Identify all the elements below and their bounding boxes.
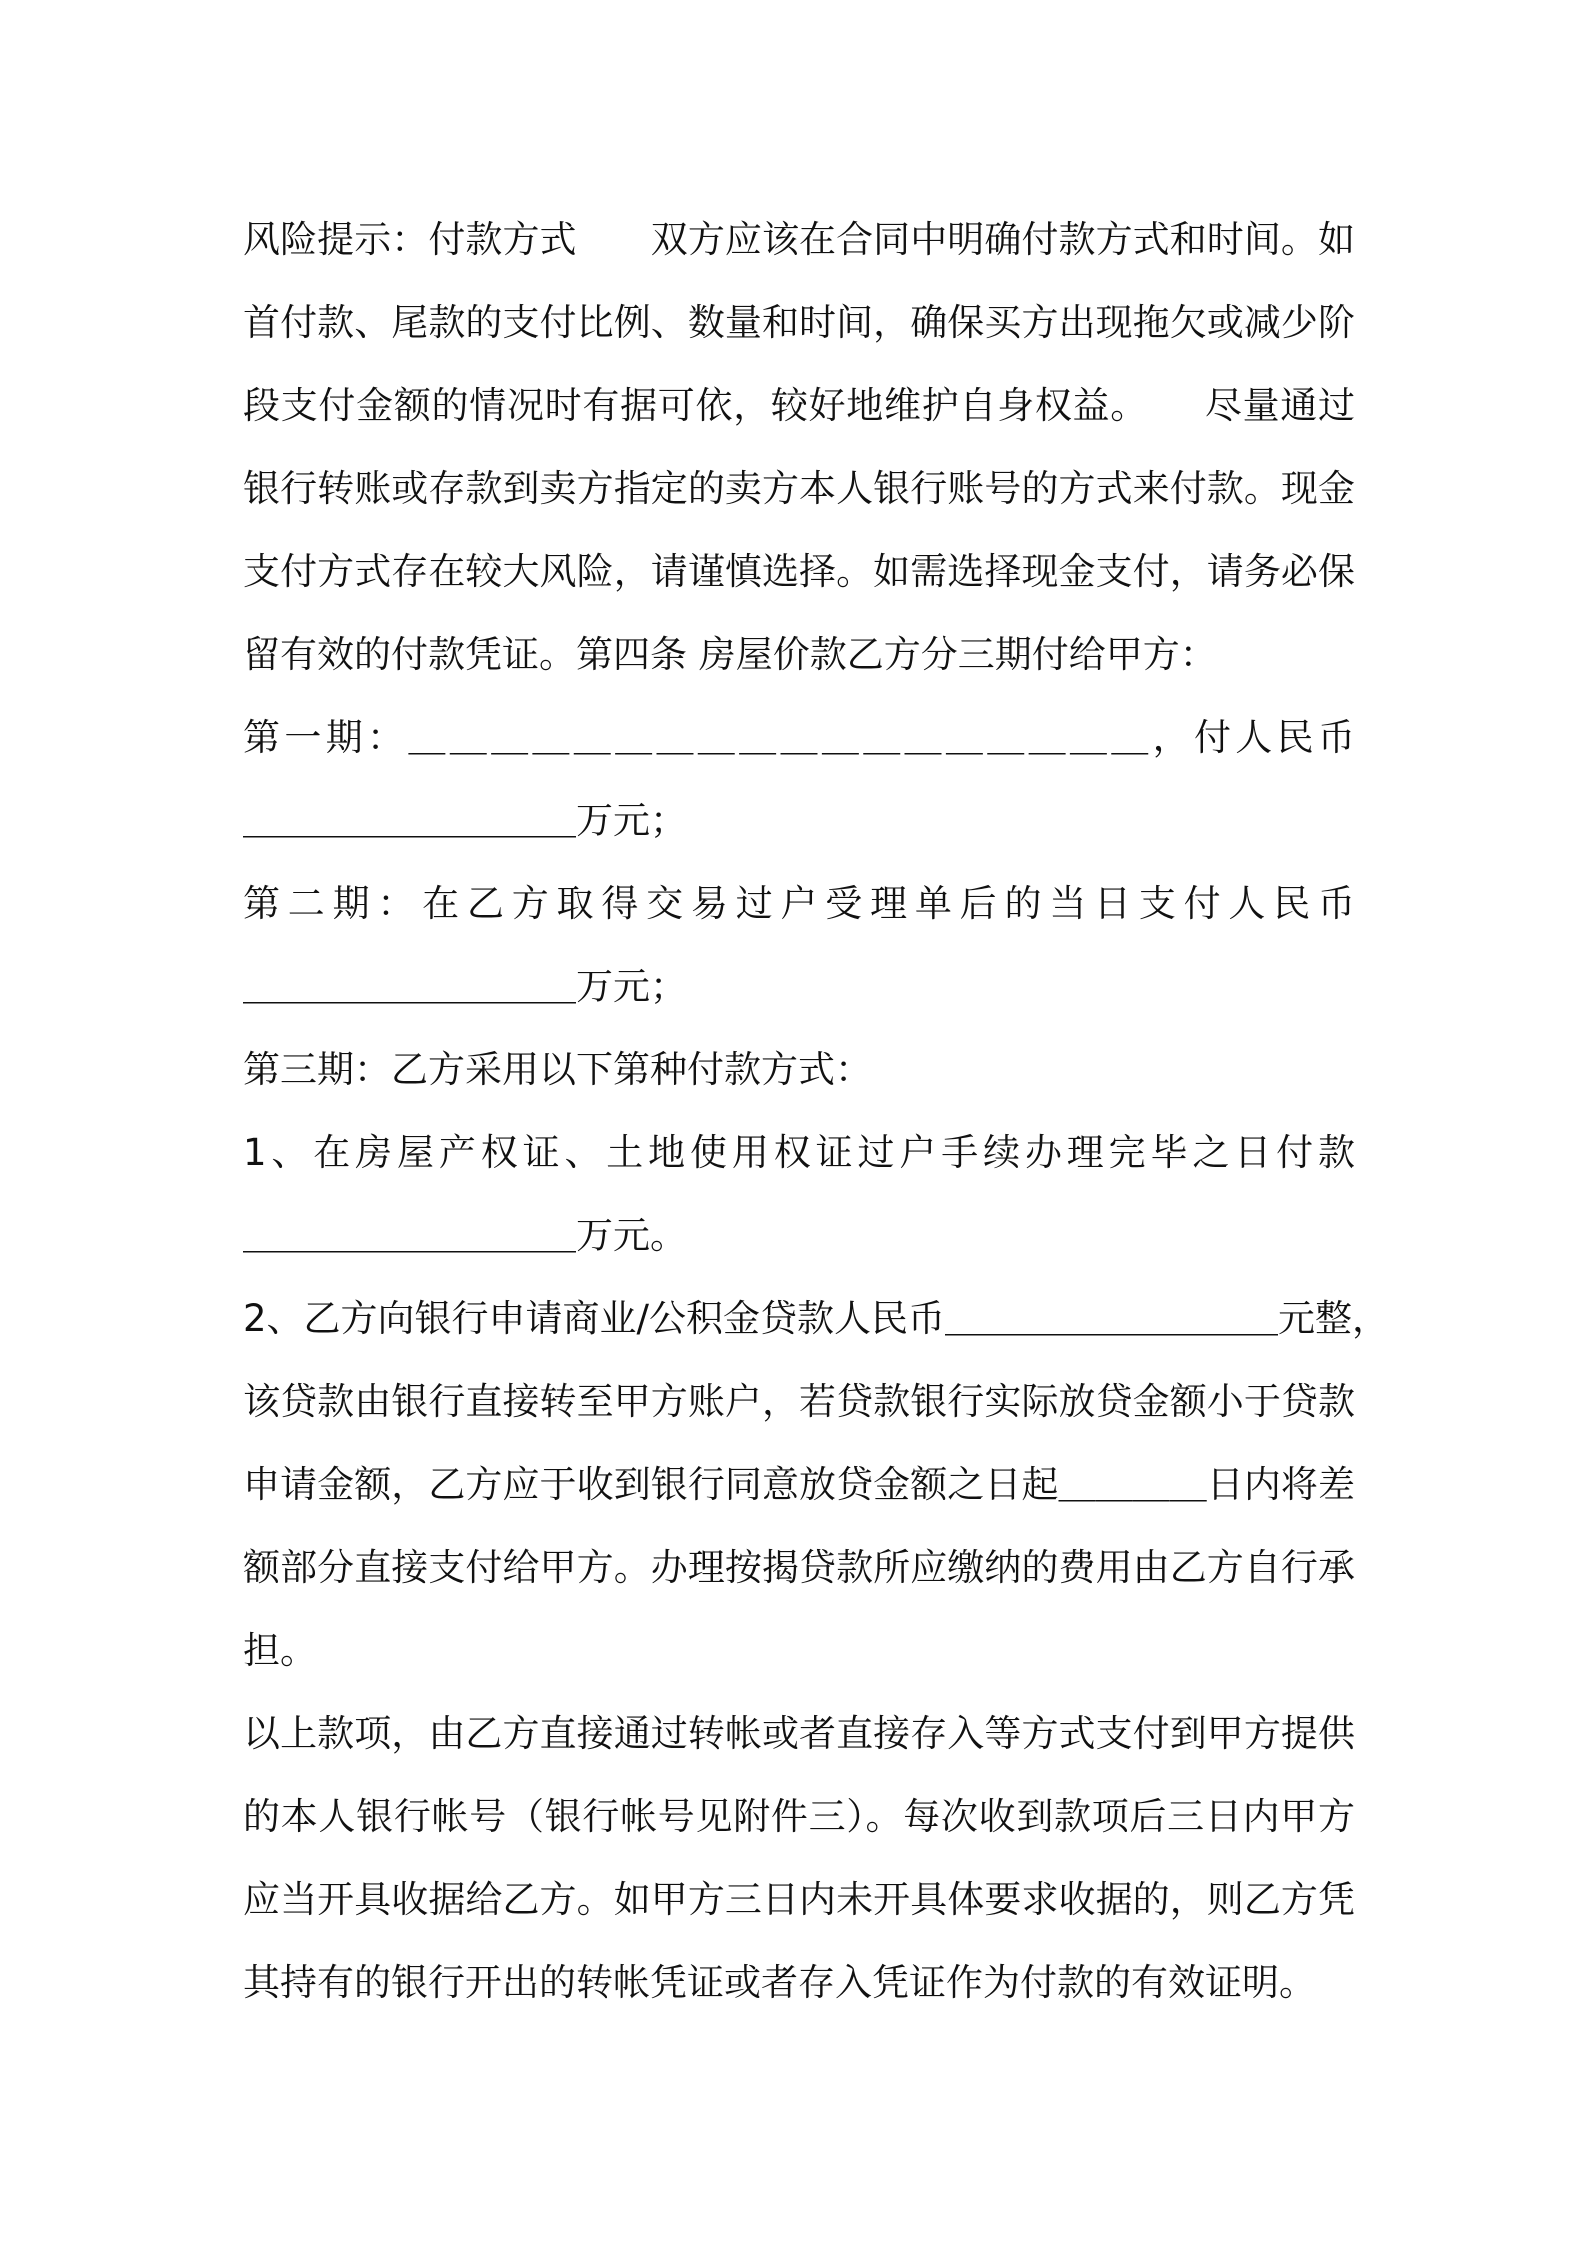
text-line: ＿＿＿＿＿＿＿＿＿万元； — [243, 799, 687, 842]
text-line: 风险提示：付款方式 双方应该在合同中明确付款方式和时间。如 — [243, 218, 1355, 261]
text-line: ＿＿＿＿＿＿＿＿＿万元； — [243, 965, 687, 1008]
text-line: 2、乙方向银行申请商业/公积金贷款人民币＿＿＿＿＿＿＿＿＿元整， — [243, 1297, 1390, 1340]
text-line: 以上款项，由乙方直接通过转帐或者直接存入等方式支付到甲方提供 — [243, 1712, 1355, 1755]
text-line: 支付方式存在较大风险，请谨慎选择。如需选择现金支付，请务必保 — [243, 550, 1355, 593]
text-line: 申请金额，乙方应于收到银行同意放贷金额之日起＿＿＿＿日内将差 — [243, 1463, 1355, 1506]
text-line: 该贷款由银行直接转至甲方账户，若贷款银行实际放贷金额小于贷款 — [243, 1380, 1355, 1423]
text-line: 段支付金额的情况时有据可依，较好地维护自身权益。 尽量通过 — [243, 384, 1355, 427]
document-body — [243, 198, 1390, 2024]
text-line: 银行转账或存款到卖方指定的卖方本人银行账号的方式来付款。现金 — [243, 467, 1355, 510]
text-line: 其持有的银行开出的转帐凭证或者存入凭证作为付款的有效证明。 — [243, 1961, 1316, 2004]
text-line: 应当开具收据给乙方。如甲方三日内未开具体要求收据的，则乙方凭 — [243, 1878, 1355, 1921]
text-line: 第一期：＿＿＿＿＿＿＿＿＿＿＿＿＿＿＿＿＿＿，付人民币 — [243, 716, 1355, 759]
text-line: 留有效的付款凭证。第四条 房屋价款乙方分三期付给甲方： — [243, 633, 1217, 676]
text-line: 第三期：乙方采用以下第种付款方式： — [243, 1048, 872, 1091]
text-line: 的本人银行帐号（银行帐号见附件三）。每次收到款项后三日内甲方 — [243, 1795, 1355, 1838]
text-line: ＿＿＿＿＿＿＿＿＿万元。 — [243, 1214, 687, 1257]
text-line: 第二期：在乙方取得交易过户受理单后的当日支付人民币 — [243, 882, 1355, 925]
text-line: 额部分直接支付给甲方。办理按揭贷款所应缴纳的费用由乙方自行承 — [243, 1546, 1355, 1589]
text-line: 担。 — [243, 1629, 317, 1672]
text-line: 首付款、尾款的支付比例、数量和时间，确保买方出现拖欠或减少阶 — [243, 301, 1355, 344]
text-line: 1、在房屋产权证、土地使用权证过户手续办理完毕之日付款 — [243, 1131, 1355, 1174]
